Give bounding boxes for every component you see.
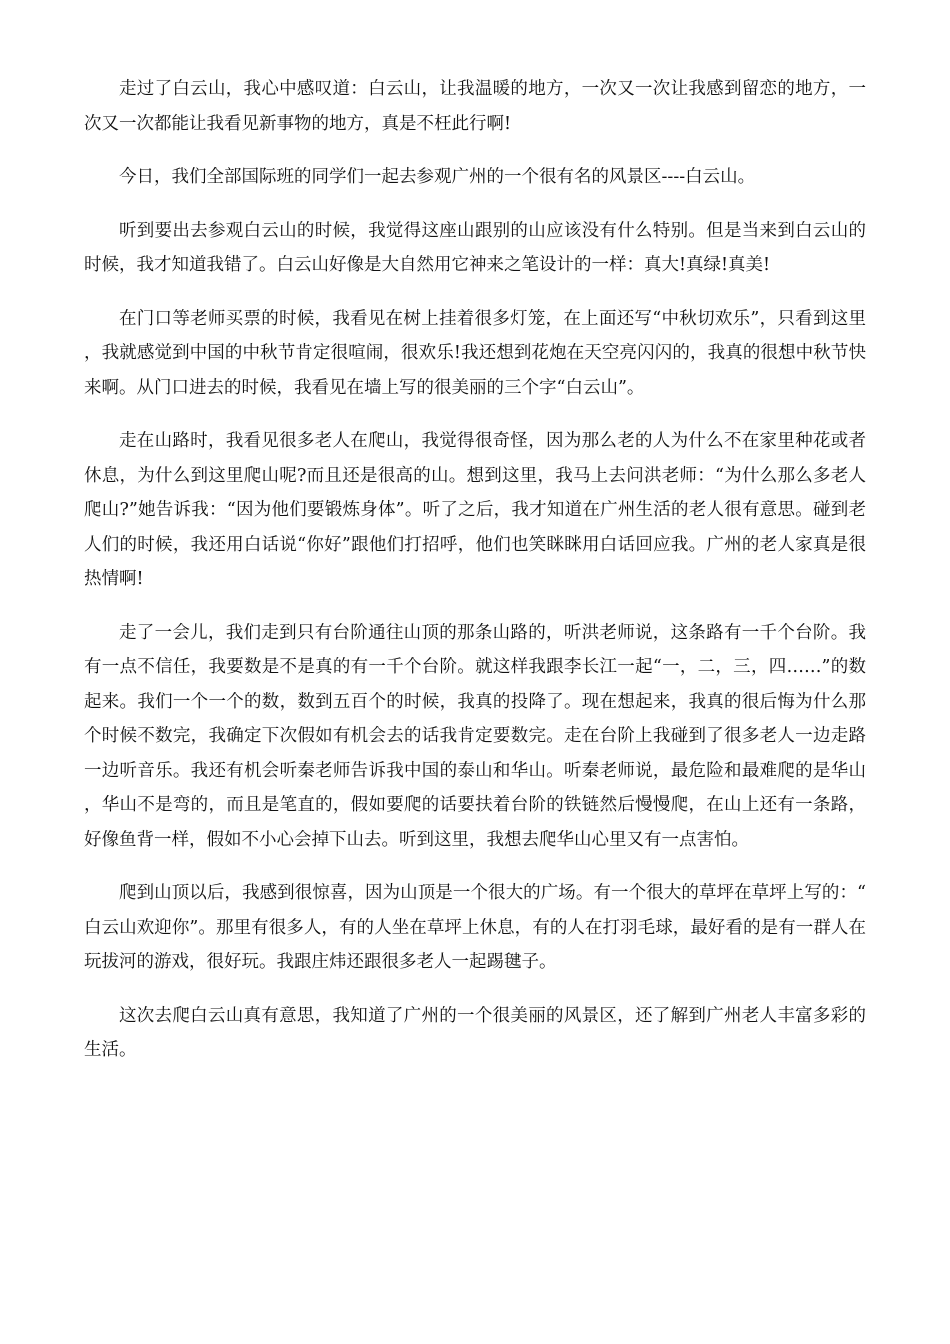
paragraph-7: 爬到山顶以后，我感到很惊喜，因为山顶是一个很大的广场。有一个很大的草坪在草坪上写的：“白云山欢迎你”。那里有很多人，有的人坐在草坪上休息，有的人在打羽毛球，最好看的是有一群人在玩拔河的游戏，很好玩。我跟庄炜还跟很多老人一起踢毽子。 xyxy=(84,883,866,972)
paragraph-2: 今日，我们全部国际班的同学们一起去参观广州的一个很有名的风景区----白云山。 xyxy=(119,167,756,187)
paragraph-6: 走了一会儿，我们走到只有台阶通往山顶的那条山路的，听洪老师说，这条路有一千个台阶。我有一点不信任，我要数是不是真的有一千个台阶。就这样我跟李长江一起“一，二，三，四……”的数起来。我们一个一个的数，数到五百个的时候，我真的投降了。现在想起来，我真的很后悔为什么那个时候不数完，我确定下次假如有机会去的话我肯定要数完。走在台阶上我碰到了很多老人一边走路一边听音乐。我还有机会听秦老师告诉我中国的泰山和华山。听秦老师说，最危险和最难爬的是华山，华山不是弯的，而且是笔直的，假如要爬的话要扶着台阶的铁链然后慢慢爬，在山上还有一条路，好像鱼背一样，假如不小心会掉下山去。听到这里，我想去爬华山心里又有一点害怕。 xyxy=(84,622,866,850)
paragraph-1: 走过了白云山，我心中感叹道：白云山，让我温暖的地方，一次又一次让我感到留恋的地方，一次又一次都能让我看见新事物的地方，真是不枉此行啊! xyxy=(84,79,866,134)
essay-body xyxy=(84,72,866,1087)
paragraph-3: 听到要出去参观白云山的时候，我觉得这座山跟别的山应该没有什么特别。但是当来到白云山的时候，我才知道我错了。白云山好像是大自然用它神来之笔设计的一样：真大!真绿!真美! xyxy=(84,220,866,275)
paragraph-8: 这次去爬白云山真有意思，我知道了广州的一个很美丽的风景区，还了解到广州老人丰富多彩的生活。 xyxy=(84,1005,866,1060)
paragraph-4: 在门口等老师买票的时候，我看见在树上挂着很多灯笼，在上面还写“中秋切欢乐”，只看到这里，我就感觉到中国的中秋节肯定很喧闹，很欢乐!我还想到花炮在天空亮闪闪的，我真的很想中秋节快来啊。从门口进去的时候，我看见在墙上写的很美丽的三个字“白云山”。 xyxy=(84,308,866,398)
paragraph-5: 走在山路时，我看见很多老人在爬山，我觉得很奇怪，因为那么老的人为什么不在家里种花或者休息，为什么到这里爬山呢?而且还是很高的山。想到这里，我马上去问洪老师：“为什么那么多老人爬山?”她告诉我：“因为他们要锻炼身体”。听了之后，我才知道在广州生活的老人很有意思。碰到老人们的时候，我还用白话说“你好”跟他们打招呼，他们也笑眯眯用白话回应我。广州的老人家真是很热情啊! xyxy=(84,431,866,589)
